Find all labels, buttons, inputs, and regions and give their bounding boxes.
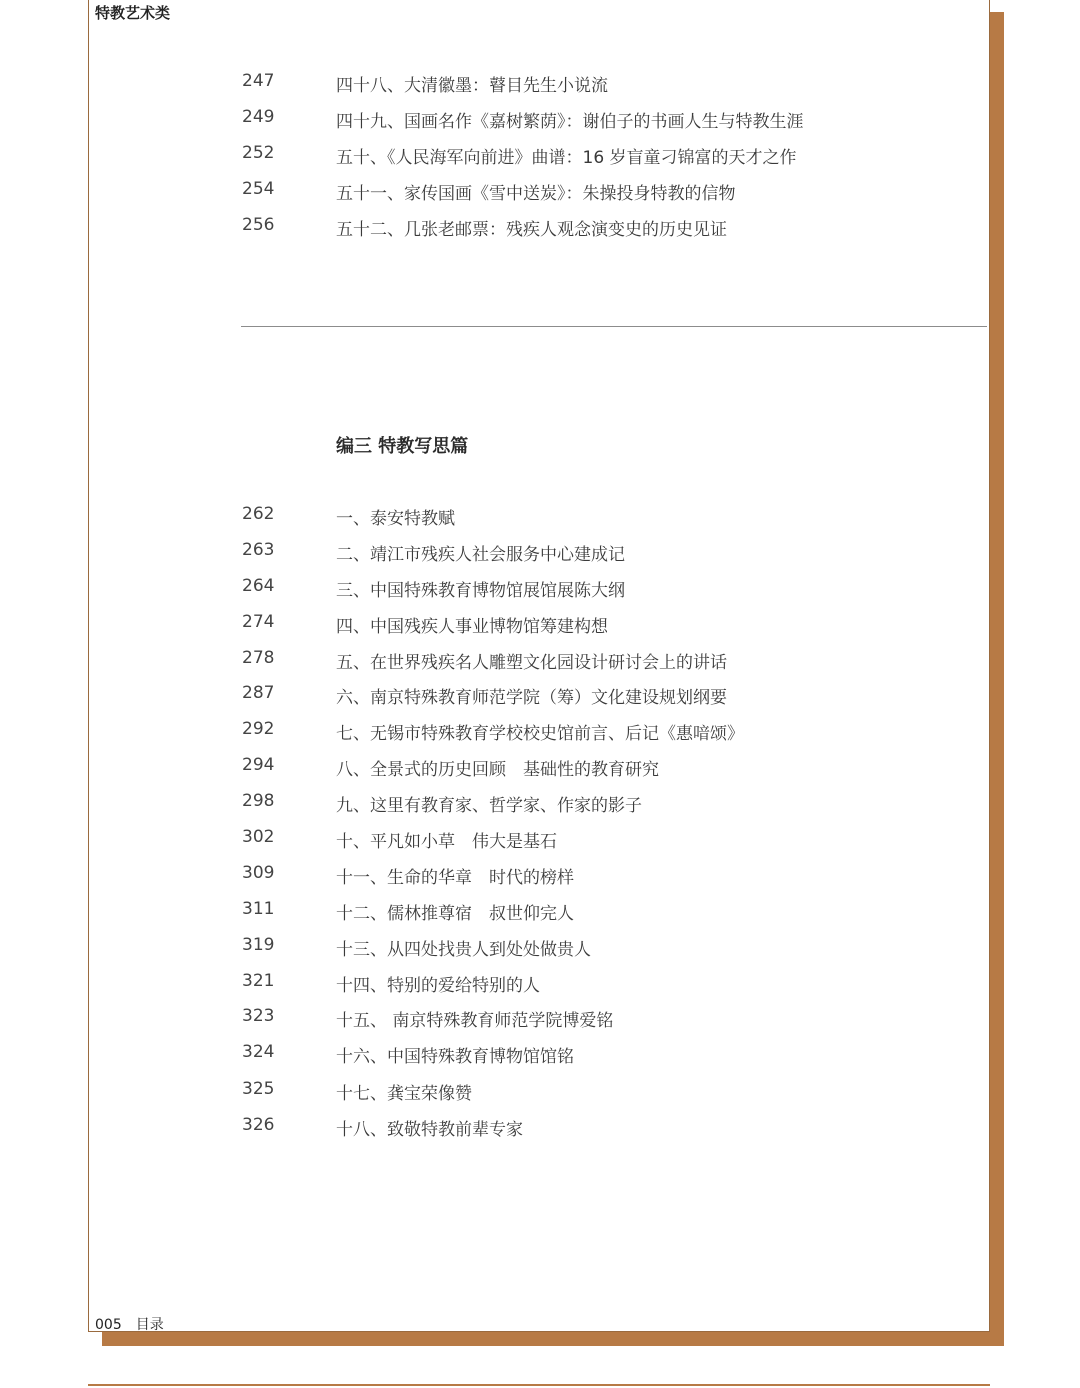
toc-page-number: 326	[242, 1115, 275, 1135]
toc-page-number: 254	[242, 179, 275, 199]
toc-entry[interactable]	[89, 827, 989, 851]
toc-title: 十六、中国特殊教育博物馆馆铭	[336, 1047, 574, 1067]
toc-title: 二、靖江市残疾人社会服务中心建成记	[336, 545, 625, 565]
toc-entry[interactable]	[89, 683, 989, 707]
toc-entry[interactable]	[89, 791, 989, 815]
toc-title: 一、泰安特教赋	[336, 509, 455, 529]
toc-entry[interactable]	[89, 1115, 989, 1139]
footer-page-number: 005	[95, 1317, 122, 1333]
toc-title: 十三、从四处找贵人到处处做贵人	[336, 940, 591, 960]
toc-entry[interactable]	[89, 540, 989, 564]
toc-title: 五十二、几张老邮票：残疾人观念演变史的历史见证	[336, 220, 727, 240]
toc-entry[interactable]	[89, 935, 989, 959]
toc-entry[interactable]	[89, 971, 989, 995]
toc-page-number: 319	[242, 935, 275, 955]
bottom-rule	[88, 1384, 990, 1386]
toc-page-number: 287	[242, 683, 275, 703]
toc-page-number: 309	[242, 863, 275, 883]
toc-page-number: 298	[242, 791, 275, 811]
toc-title: 八、全景式的历史回顾 基础性的教育研究	[336, 760, 659, 780]
toc-entry[interactable]	[89, 899, 989, 923]
section-divider	[241, 326, 987, 327]
toc-title: 十四、特别的爱给特别的人	[336, 976, 540, 996]
toc-page-number: 321	[242, 971, 275, 991]
toc-page-number: 325	[242, 1079, 275, 1099]
page-footer	[95, 1314, 178, 1334]
toc-page-number: 256	[242, 215, 275, 235]
toc-title: 四十九、国画名作《嘉树繁荫》：谢伯子的书画人生与特教生涯	[336, 112, 804, 132]
toc-entry[interactable]	[89, 755, 989, 779]
toc-entry[interactable]	[89, 648, 989, 672]
toc-title: 十七、龚宝荣像赞	[336, 1084, 472, 1104]
toc-title: 五十一、家传国画《雪中送炭》：朱操投身特教的信物	[336, 184, 736, 204]
toc-entry[interactable]	[89, 179, 989, 203]
toc-page-number: 323	[242, 1006, 275, 1026]
toc-title: 四、中国残疾人事业博物馆筹建构想	[336, 617, 608, 637]
toc-page-number: 294	[242, 755, 275, 775]
toc-title: 九、这里有教育家、哲学家、作家的影子	[336, 796, 642, 816]
toc-title: 三、中国特殊教育博物馆展馆展陈大纲	[336, 581, 625, 601]
toc-page-number: 264	[242, 576, 275, 596]
toc-entry[interactable]	[89, 576, 989, 600]
toc-title: 六、南京特殊教育师范学院（筹）文化建设规划纲要	[336, 688, 727, 708]
toc-entry[interactable]	[89, 504, 989, 528]
toc-entry[interactable]	[89, 1079, 989, 1103]
toc-entry[interactable]	[89, 719, 989, 743]
toc-entry[interactable]	[89, 107, 989, 131]
toc-entry[interactable]	[89, 71, 989, 95]
toc-title: 十二、儒林推尊宿 叔世仰完人	[336, 904, 574, 924]
toc-entry[interactable]	[89, 1006, 989, 1030]
toc-page-number: 278	[242, 648, 275, 668]
toc-page-number: 249	[242, 107, 275, 127]
toc-entry[interactable]	[89, 1042, 989, 1066]
toc-page	[88, 0, 990, 1332]
toc-entry[interactable]	[89, 215, 989, 239]
running-header: 特教艺术类	[95, 4, 171, 22]
toc-page-number: 311	[242, 899, 275, 919]
toc-page-number: 262	[242, 504, 275, 524]
section-heading: 编三 特教写思篇	[336, 436, 469, 457]
toc-entry[interactable]	[89, 612, 989, 636]
toc-page-number: 324	[242, 1042, 275, 1062]
toc-page-number: 263	[242, 540, 275, 560]
footer-label: 目录	[135, 1317, 164, 1333]
toc-page-number: 252	[242, 143, 275, 163]
toc-title: 五、在世界残疾名人雕塑文化园设计研讨会上的讲话	[336, 653, 727, 673]
toc-entry[interactable]	[89, 143, 989, 167]
toc-title: 五十、《人民海军向前进》曲谱：16 岁盲童刁锦富的天才之作	[336, 148, 797, 168]
toc-title: 四十八、大清徽墨：瞽目先生小说流	[336, 76, 608, 96]
toc-title: 十五、 南京特殊教育师范学院博爱铭	[336, 1011, 614, 1031]
toc-page-number: 274	[242, 612, 275, 632]
toc-page-number: 302	[242, 827, 275, 847]
toc-page-number: 247	[242, 71, 275, 91]
toc-title: 七、无锡市特殊教育学校校史馆前言、后记《惠喑颂》	[336, 724, 744, 744]
toc-page-number: 292	[242, 719, 275, 739]
toc-title: 十、平凡如小草 伟大是基石	[336, 832, 557, 852]
toc-entry[interactable]	[89, 863, 989, 887]
toc-title: 十八、致敬特教前辈专家	[336, 1120, 523, 1140]
toc-title: 十一、生命的华章 时代的榜样	[336, 868, 574, 888]
